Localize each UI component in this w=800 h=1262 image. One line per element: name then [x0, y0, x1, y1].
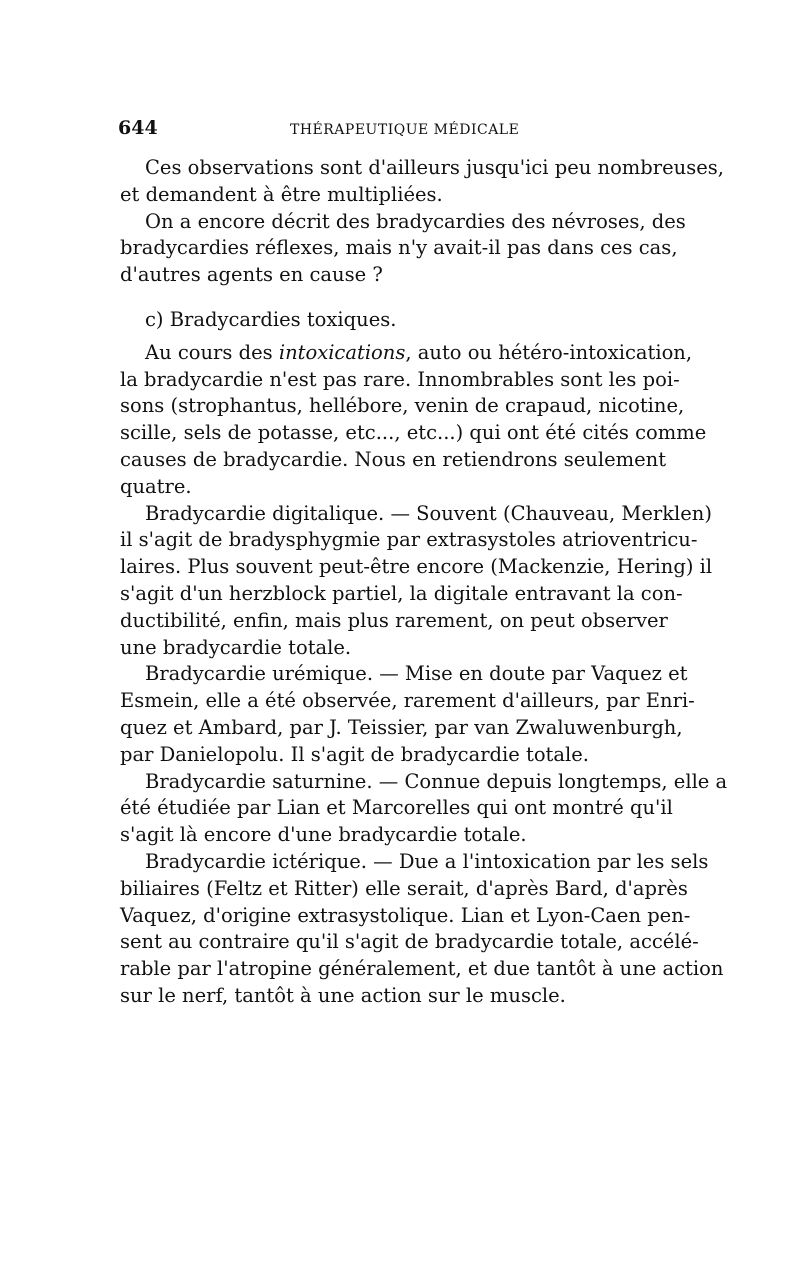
running-title: THÉRAPEUTIQUE MÉDICALE [290, 122, 520, 138]
paragraph [120, 501, 713, 662]
text-line: une bradycardie totale. [120, 635, 352, 659]
text-line: Bradycardie ictérique. — Due a l'intoxication par les sels [145, 849, 709, 873]
text-line: On a encore décrit des bradycardies des névroses, des [145, 209, 686, 233]
text-line: biliaires (Feltz et Ritter) elle serait, d'après Bard, d'après [120, 876, 688, 900]
text-line: s'agit là encore d'une bradycardie totale. [120, 823, 527, 847]
text-line: rable par l'atropine généralement, et due tantôt à une action [120, 957, 724, 981]
text-line: été étudiée par Lian et Marcorelles qui ont montré qu'il [120, 796, 673, 820]
text-line: sons (strophantus, hellébore, venin de crapaud, nicotine, [120, 394, 685, 418]
paragraph [120, 155, 724, 209]
text-line: il s'agit de bradysphygmie par extrasystoles atrioventricu- [120, 528, 698, 552]
text-line: quez et Ambard, par J. Teissier, par van Zwaluwenburgh, [120, 715, 683, 739]
text-line: sent au contraire qu'il s'agit de bradycardie totale, accélé- [120, 930, 699, 954]
text-line: d'autres agents en cause ? [120, 263, 383, 287]
text-line: s'agit d'un herzblock partiel, la digitale entravant la con- [120, 581, 683, 605]
paragraph [120, 209, 686, 289]
text-line: scille, sels de potasse, etc..., etc...) qui ont été cités comme [120, 421, 707, 445]
text-line: Esmein, elle a été observée, rarement d'ailleurs, par Enri- [120, 689, 695, 713]
text-line: laires. Plus souvent peut-être encore (Mackenzie, Hering) il [120, 555, 713, 579]
text-line: causes de bradycardie. Nous en retiendrons seulement [120, 447, 667, 471]
paragraph [120, 340, 707, 501]
text-line: Bradycardie saturnine. — Connue depuis longtemps, elle a [145, 769, 728, 793]
text-line: ductibilité, enfin, mais plus rarement, on peut observer [120, 608, 668, 632]
paragraph [120, 849, 724, 1010]
text-line: Bradycardie urémique. — Mise en doute par Vaquez et [145, 662, 688, 686]
section-heading [145, 307, 685, 334]
text-line: Au cours des intoxications, auto ou hétéro-intoxication, [145, 340, 693, 364]
text-line: sur le nerf, tantôt à une action sur le muscle. [120, 983, 566, 1007]
text-line: Vaquez, d'origine extrasystolique. Lian et Lyon-Caen pen- [120, 903, 691, 927]
text-line: et demandent à être multipliées. [120, 182, 443, 206]
text-line: la bradycardie n'est pas rare. Innombrables sont les poi- [120, 367, 680, 391]
italic-term: intoxications [278, 340, 406, 364]
page-body [120, 155, 728, 1010]
text-line: Bradycardie digitalique. — Souvent (Chauveau, Merklen) [145, 501, 712, 525]
text-line: quatre. [120, 474, 192, 498]
text-line: par Danielopolu. Il s'agit de bradycardie totale. [120, 742, 589, 766]
text-line: c) Bradycardies toxiques. [145, 307, 397, 331]
text-line: Ces observations sont d'ailleurs jusqu'ici peu nombreuses, [145, 156, 724, 179]
page-number: 644 [118, 117, 158, 139]
paragraph [120, 769, 728, 849]
text-line: bradycardies réflexes, mais n'y avait-il pas dans ces cas, [120, 236, 678, 260]
paragraph [120, 661, 695, 768]
